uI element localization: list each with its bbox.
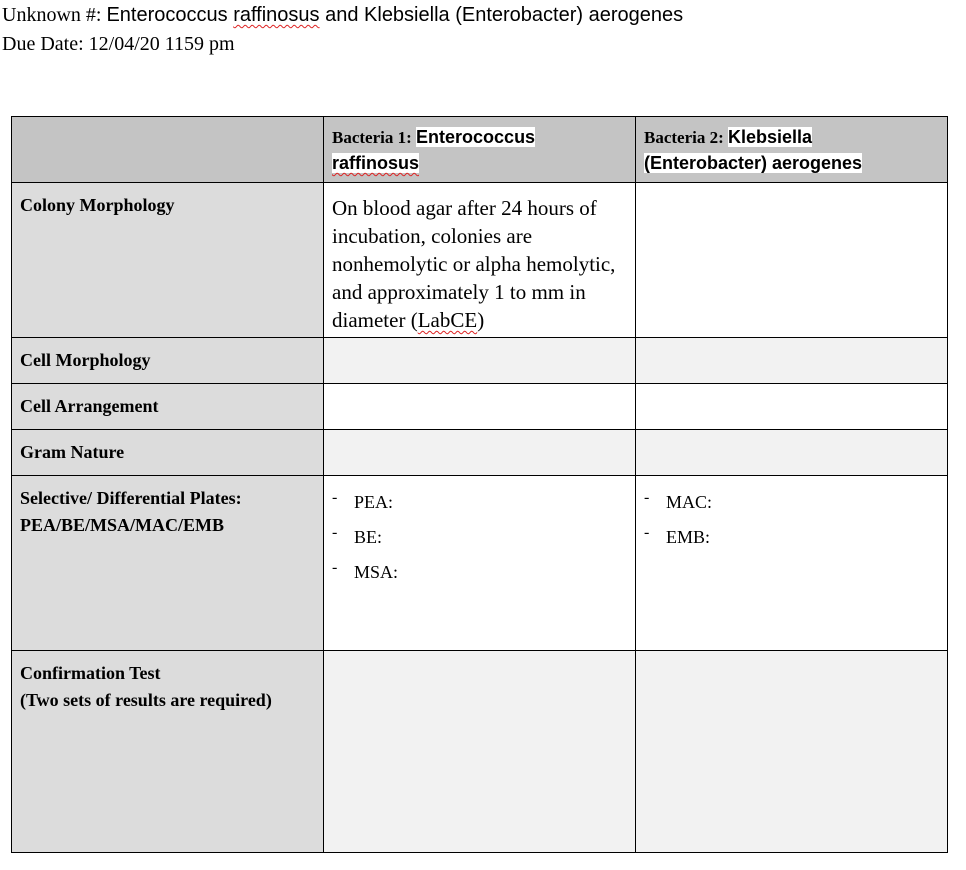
dash-bullet: - [332,489,338,506]
gram-b1-cell[interactable] [324,430,636,476]
unknown-org1: Enterococcus [106,4,234,26]
lab-table [11,116,948,853]
spellcheck-word: raffinosus [332,153,420,173]
colony-b2-cell[interactable] [636,183,948,338]
confirmation-b2-cell[interactable] [636,651,948,853]
cell-arrangement-b1-cell[interactable] [324,384,636,430]
table-row [12,476,948,651]
table-row [12,384,948,430]
bacteria-2-header: Bacteria 2: Klebsiella (Enterobacter) aerogenes [636,117,948,183]
bacteria-1-header: Bacteria 1: Enterococcus raffinosus [324,117,636,183]
cell-morphology-b1-cell[interactable] [324,338,636,384]
row-label-cell-arrangement: Cell Arrangement [12,384,324,430]
spellcheck-word: raffinosus [233,4,320,26]
due-date-line: Due Date: 12/04/20 1159 pm [2,33,235,55]
list-item: - BE: [332,524,383,547]
dash-bullet: - [644,524,650,541]
row-label-cell-morphology: Cell Morphology [12,338,324,384]
plates-b1-cell[interactable] [324,476,636,651]
corner-cell [12,117,324,183]
gram-b2-cell[interactable] [636,430,948,476]
dash-bullet: - [332,559,338,576]
cell-morphology-b2-cell[interactable] [636,338,948,384]
dash-bullet: - [332,524,338,541]
confirmation-b1-cell[interactable] [324,651,636,853]
row-label-gram: Gram Nature [12,430,324,476]
list-item: - EMB: [644,524,711,547]
unknown-org2: and Klebsiella (Enterobacter) aerogenes [319,4,684,26]
colony-b1-cell[interactable]: On blood agar after 24 hours of incubation, colonies are nonhemolytic or alpha hemolytic, and approximately 1 to mm in diameter (LabCE) [324,183,636,338]
table-header-row [12,117,948,183]
unknown-line [2,3,683,27]
plates-b1-list [324,476,635,583]
plates-b2-list [636,476,947,548]
table-row [12,651,948,853]
row-label-plates: Selective/ Differential Plates: PEA/BE/MSA/MAC/EMB [12,476,324,651]
dash-bullet: - [644,489,650,506]
table-row [12,430,948,476]
table-row [12,183,948,338]
list-item: - MSA: [332,559,399,582]
list-item: - PEA: [332,489,394,512]
cell-arrangement-b2-cell[interactable] [636,384,948,430]
spellcheck-word: LabCE [417,308,478,332]
row-label-colony: Colony Morphology [12,183,324,338]
list-item: - MAC: [644,489,713,512]
plates-b2-cell[interactable] [636,476,948,651]
row-label-confirmation: Confirmation Test (Two sets of results are required) [12,651,324,853]
table-row [12,338,948,384]
unknown-label: Unknown #: [2,4,107,26]
